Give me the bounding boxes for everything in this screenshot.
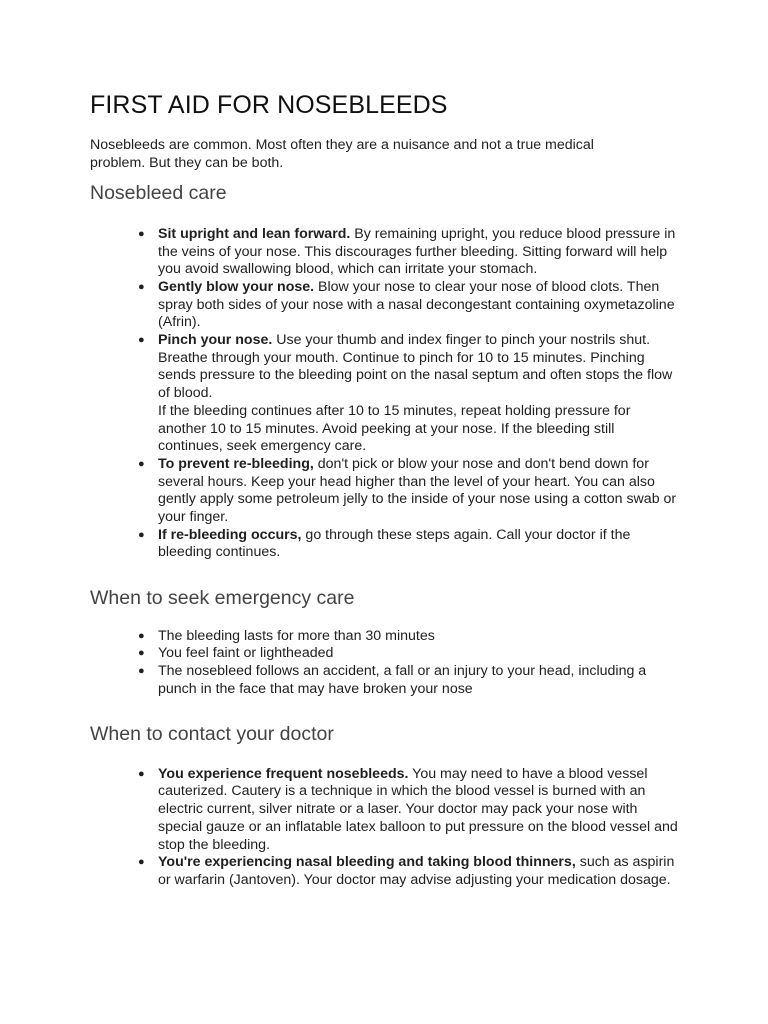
list-item (90, 279, 678, 332)
list-item (90, 854, 678, 889)
bullet-icon: ● (138, 647, 145, 660)
list-item-text: such as aspirin or warfarin (Jantoven). Your doctor may advise adjusting your medication dosage. (158, 854, 675, 888)
bullet-icon: ● (138, 528, 145, 541)
list-item-lead: If re-bleeding occurs, (158, 526, 302, 543)
list-item (90, 456, 678, 527)
section-heading-nosebleed-care: Nosebleed care (90, 182, 227, 205)
bullet-icon: ● (138, 334, 145, 347)
list-item (90, 628, 678, 646)
bullet-icon: ● (138, 629, 145, 642)
bullet-icon: ● (138, 664, 145, 677)
list-item (90, 332, 678, 456)
section-heading-contact-doctor: When to contact your doctor (90, 723, 334, 746)
section-heading-emergency-care: When to seek emergency care (90, 587, 355, 610)
intro-paragraph: Nosebleeds are common. Most often they are a nuisance and not a true medical problem. But they can be both. (90, 137, 594, 171)
list-item (90, 645, 678, 663)
list-item-text: The nosebleed follows an accident, a fall or an injury to your head, including a punch in the face that may have broken your nose (158, 662, 647, 697)
list-item-lead: Gently blow your nose. (158, 278, 315, 295)
list-item-extra-paragraph: If the bleeding continues after 10 to 15 minutes, repeat holding pressure for another 10 to 15 minutes. Avoid peeking at your nose. If the bleeding still continues, seek emergency care. (158, 402, 631, 455)
list-item-text: The bleeding lasts for more than 30 minutes (158, 627, 435, 644)
bullet-icon: ● (138, 227, 145, 240)
list-item-text: Blow your nose to clear your nose of blood clots. Then spray both sides of your nose with a nasal decongestant containing oxymetazoline (Afrin). (158, 278, 675, 331)
bullet-icon: ● (138, 856, 145, 869)
document-title: FIRST AID FOR NOSEBLEEDS (90, 91, 448, 119)
list-item-text: don't pick or blow your nose and don't bend down for several hours. Keep your head higher than the level of your heart. You can also gently apply some petroleum jelly to the inside of your nose using a cotton swab or your finger. (158, 455, 677, 526)
list-item (90, 663, 678, 698)
list-item-lead: You're experiencing nasal bleeding and taking blood thinners, (158, 854, 576, 871)
list-item (90, 527, 678, 562)
list-item-text: By remaining upright, you reduce blood pressure in the veins of your nose. This discourages further bleeding. Sitting forward will help you avoid swallowing blood, which can irritate your stomach. (158, 225, 676, 278)
list-item-lead: To prevent re-bleeding, (158, 455, 314, 472)
list-item-lead: Pinch your nose. (158, 332, 273, 349)
list-item-lead: You experience frequent nosebleeds. (158, 765, 409, 782)
nosebleed-care-list (90, 226, 768, 562)
list-item (90, 226, 678, 279)
bullet-icon: ● (138, 457, 145, 470)
list-item-text: go through these steps again. Call your doctor if the bleeding continues. (158, 526, 631, 561)
bullet-icon: ● (138, 280, 145, 293)
contact-doctor-list (90, 766, 768, 890)
list-item-text: You may need to have a blood vessel cauterized. Cautery is a technique in which the blood vessel is burned with an electric current, silver nitrate or a laser. Your doctor may pack your nose with special gauze or an inflatable latex balloon to put pressure on the blood vessel and stop the bleeding. (158, 765, 678, 853)
emergency-care-list (90, 628, 768, 699)
list-item (90, 766, 678, 855)
bullet-icon: ● (138, 767, 145, 780)
list-item-text: You feel faint or lightheaded (158, 645, 334, 662)
list-item-lead: Sit upright and lean forward. (158, 225, 351, 242)
list-item-text: Use your thumb and index finger to pinch your nostrils shut. Breathe through your mouth. Continue to pinch for 10 to 15 minutes. Pinching sends pressure to the bleeding point on the nasal septum and often stops the flow of blood. (158, 332, 673, 402)
